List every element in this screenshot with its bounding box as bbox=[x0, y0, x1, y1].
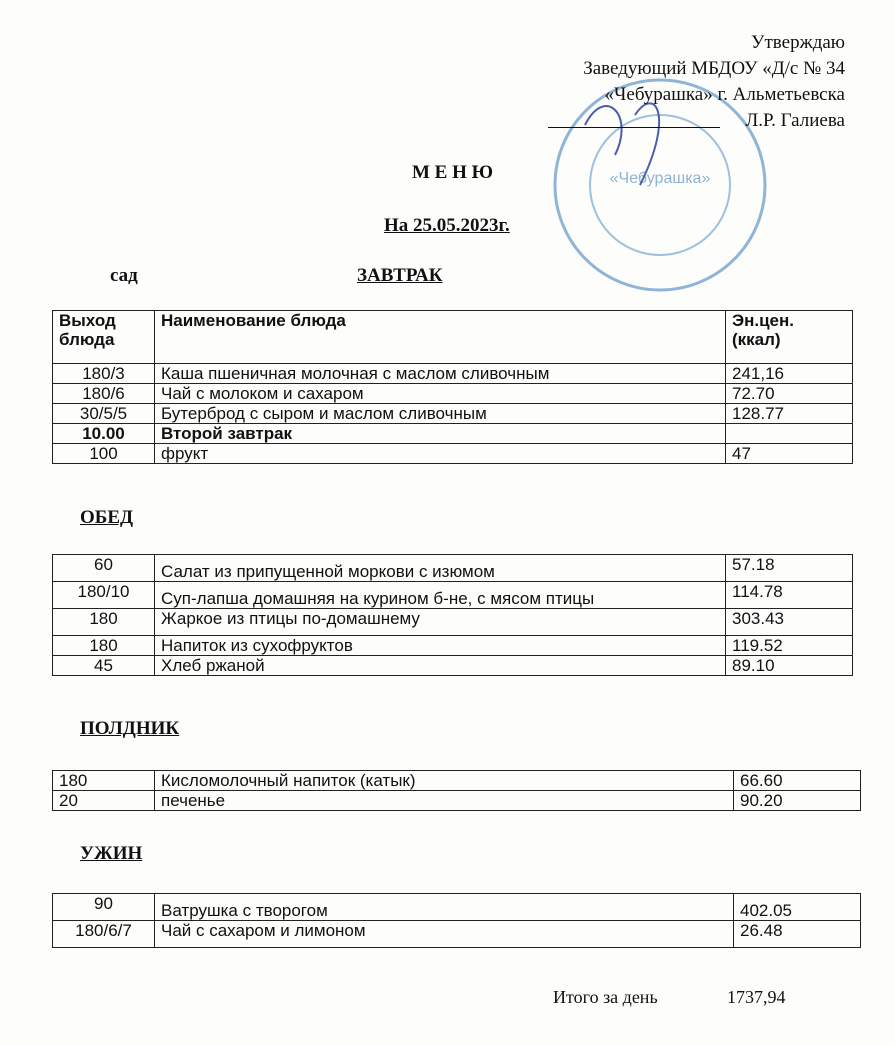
header-approve: Утверждаю bbox=[751, 32, 845, 53]
svg-text:«Чебурашка»: «Чебурашка» bbox=[609, 170, 711, 187]
dinner-table bbox=[52, 893, 861, 948]
table-row: 180/6/7 Чай с сахаром и лимоном 26.48 bbox=[53, 921, 861, 948]
table-row: 90 Ватрушка с творогом 402.05 bbox=[53, 894, 861, 921]
lunch-title: ОБЕД bbox=[80, 507, 134, 528]
table-row: 20 печенье 90.20 bbox=[53, 791, 861, 811]
table-row: 45 Хлеб ржаной 89.10 bbox=[53, 656, 853, 676]
header-line1: Заведующий МБДОУ «Д/с № 34 bbox=[583, 58, 845, 79]
snack-table bbox=[52, 770, 861, 811]
lunch-table bbox=[52, 554, 853, 676]
table-header: Выход блюда Наименование блюда Эн.цен. (ккал) bbox=[53, 311, 853, 364]
stamp-seal bbox=[545, 75, 775, 295]
table-row: 10.00 Второй завтрак bbox=[53, 424, 853, 444]
table-row: 180/6 Чай с молоком и сахаром 72.70 bbox=[53, 384, 853, 404]
table-row: 180 Жаркое из птицы по-домашнему 303.43 bbox=[53, 609, 853, 636]
table-row: 180 Кисломолочный напиток (катык) 66.60 bbox=[53, 771, 861, 791]
table-row: 180/10 Суп-лапша домашняя на курином б-не, с мясом птицы 114.78 bbox=[53, 582, 853, 609]
total-label: Итого за день bbox=[553, 987, 658, 1007]
total-value: 1737,94 bbox=[727, 987, 786, 1007]
breakfast-table bbox=[52, 310, 853, 464]
table-row: 30/5/5 Бутерброд с сыром и маслом сливочным 128.77 bbox=[53, 404, 853, 424]
page-title: М Е Н Ю bbox=[412, 162, 494, 183]
dinner-title: УЖИН bbox=[80, 843, 143, 864]
header-line2: «Чебурашка» г. Альметьевска bbox=[604, 84, 845, 105]
table-row: 180/3 Каша пшеничная молочная с маслом сливочным 241,16 bbox=[53, 364, 853, 384]
table-row: 60 Салат из припущенной моркови с изюмом 57.18 bbox=[53, 555, 853, 582]
breakfast-title: ЗАВТРАК bbox=[357, 265, 443, 286]
table-row: 180 Напиток из сухофруктов 119.52 bbox=[53, 636, 853, 656]
signature-line bbox=[548, 127, 720, 128]
menu-date: На 25.05.2023г. bbox=[384, 215, 510, 236]
header-signer: Л.Р. Галиева bbox=[745, 110, 845, 131]
snack-title: ПОЛДНИК bbox=[80, 718, 180, 739]
table-row: 100 фрукт 47 bbox=[53, 444, 853, 464]
group-label: сад bbox=[110, 265, 138, 286]
